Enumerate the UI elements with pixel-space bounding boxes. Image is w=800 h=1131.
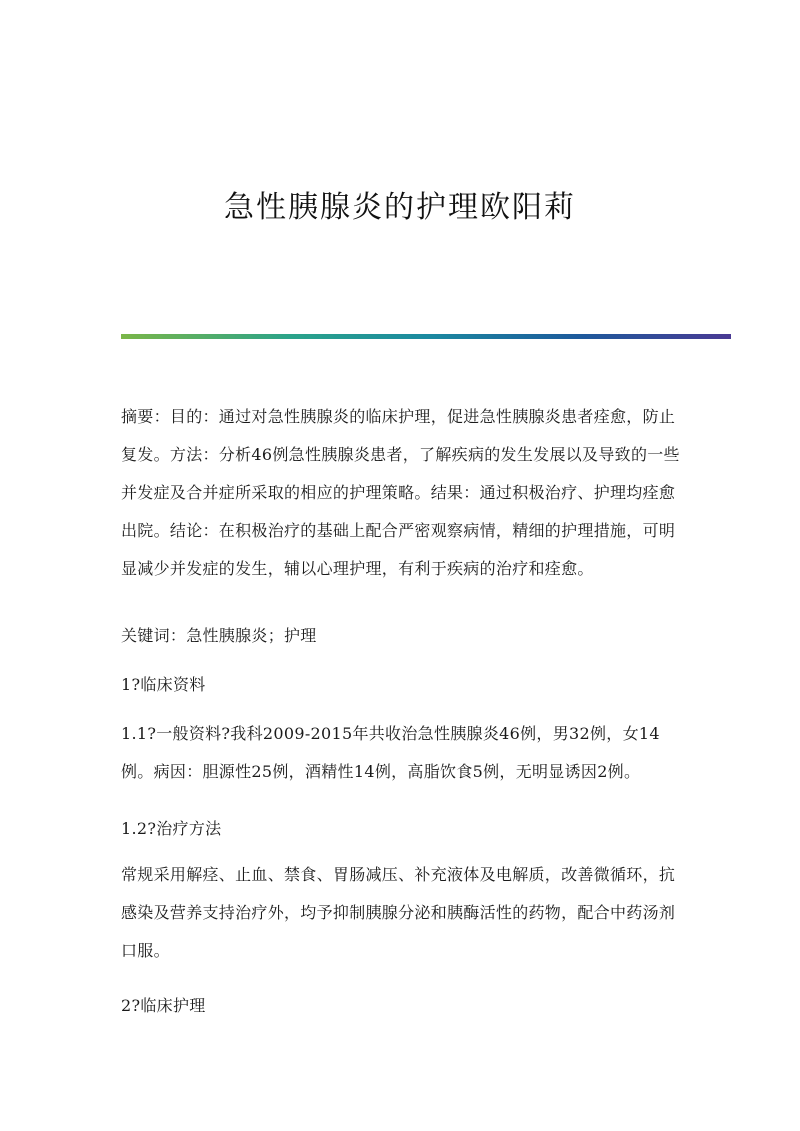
section-2-heading — [121, 987, 681, 1025]
abstract-line: 显减少并发症的发生，辅以心理护理，有利于疾病的治疗和痊愈。 — [121, 559, 594, 578]
treatment-line: 口服。 — [121, 941, 170, 960]
title-divider — [121, 334, 731, 339]
treatment-paragraph — [121, 856, 681, 970]
subsection-1-1-paragraph — [121, 715, 681, 791]
abstract-line: 并发症及合并症所采取的相应的护理策略。结果：通过积极治疗、护理均痊愈 — [121, 483, 676, 502]
section-1-heading-text: 1?临床资料 — [121, 675, 206, 694]
subsection-1-1-line: 例。病因：胆源性25例，酒精性14例，高脂饮食5例，无明显诱因2例。 — [121, 762, 641, 781]
subsection-1-2-heading-text: 1.2?治疗方法 — [121, 819, 222, 838]
section-2-heading-text: 2?临床护理 — [121, 996, 206, 1015]
keywords-line — [121, 617, 681, 655]
abstract-line: 复发。方法：分析46例急性胰腺炎患者，了解疾病的发生发展以及导致的一些 — [121, 445, 680, 464]
abstract-paragraph — [121, 398, 681, 588]
treatment-line: 常规采用解痉、止血、禁食、胃肠减压、补充液体及电解质，改善微循环，抗 — [121, 865, 676, 884]
abstract-line: 摘要：目的：通过对急性胰腺炎的临床护理，促进急性胰腺炎患者痊愈，防止 — [121, 407, 676, 426]
subsection-1-2-heading — [121, 810, 681, 848]
abstract-line: 出院。结论：在积极治疗的基础上配合严密观察病情，精细的护理措施，可明 — [121, 521, 676, 540]
treatment-line: 感染及营养支持治疗外，均予抑制胰腺分泌和胰酶活性的药物，配合中药汤剂 — [121, 903, 676, 922]
subsection-1-1-line: 1.1?一般资料?我科2009-2015年共收治急性胰腺炎46例，男32例，女14 — [121, 724, 660, 743]
keywords-text: 关键词：急性胰腺炎；护理 — [121, 626, 317, 645]
document-title: 急性胰腺炎的护理欧阳莉 — [224, 190, 576, 225]
section-1-heading — [121, 666, 681, 704]
